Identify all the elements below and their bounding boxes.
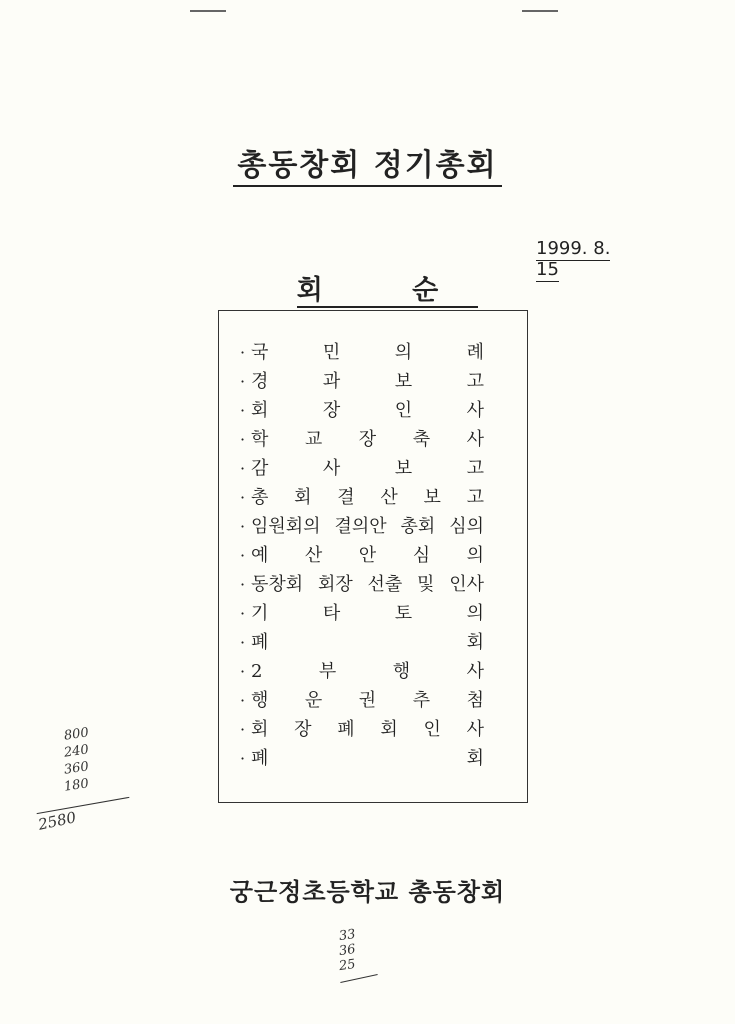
- handwritten-numbers-left: [64, 726, 89, 794]
- program-item: [240, 628, 484, 657]
- handwritten-sum-total: 2580: [36, 808, 78, 834]
- program-item-label: 예 산 안 심 의: [251, 545, 484, 566]
- bullet-dot: ·: [240, 662, 246, 681]
- handwritten-number: 180: [63, 776, 90, 795]
- handwritten-number: 360: [63, 759, 90, 778]
- program-item: [240, 454, 484, 483]
- bullet-dot: ·: [240, 691, 246, 710]
- program-item-label: 동창회 회장 선출 및 인사: [251, 574, 484, 595]
- program-item-label: 감 사 보 고: [251, 458, 484, 479]
- program-item-label: 국 민 의 례: [251, 342, 484, 363]
- program-list: [240, 338, 484, 773]
- program-item-label: 경 과 보 고: [251, 371, 484, 392]
- handwritten-number: 240: [63, 742, 90, 761]
- bullet-dot: ·: [240, 720, 246, 739]
- program-item-label: 행 운 권 추 첨: [251, 690, 484, 711]
- program-item: [240, 686, 484, 715]
- bullet-dot: ·: [240, 546, 246, 565]
- document-date-text: 1999. 8. 15: [536, 238, 611, 280]
- handwritten-number: 36: [338, 941, 357, 960]
- organization-footer: 궁근정초등학교 총동창회: [229, 877, 506, 906]
- document-title: [0, 140, 735, 184]
- program-item: [240, 657, 484, 686]
- program-item-label: 임원회의 결의안 총회 심의: [251, 516, 484, 537]
- program-item-label: 회 장 폐 회 인 사: [251, 719, 484, 740]
- program-item-label: 기 타 토 의: [251, 603, 484, 624]
- bullet-dot: ·: [240, 372, 246, 391]
- bullet-dot: ·: [240, 575, 246, 594]
- program-item-label: 총 회 결 산 보 고: [251, 487, 484, 508]
- program-item: [240, 483, 484, 512]
- bullet-dot: ·: [240, 749, 246, 768]
- program-item: [240, 599, 484, 628]
- document-title-text: 총동창회 정기총회: [233, 148, 501, 187]
- handwritten-numbers-bottom: [339, 928, 356, 973]
- handwritten-bottom-line: [340, 974, 377, 983]
- program-item: [240, 541, 484, 570]
- program-item: [240, 367, 484, 396]
- handwritten-number: 33: [338, 926, 357, 945]
- staple-mark-right: [522, 10, 558, 12]
- bullet-dot: ·: [240, 343, 246, 362]
- program-item-label: 학 교 장 축 사: [251, 429, 484, 450]
- program-item-label: 회 장 인 사: [251, 400, 484, 421]
- program-item: [240, 512, 484, 541]
- program-item: [240, 744, 484, 773]
- bullet-dot: ·: [240, 488, 246, 507]
- program-item: [240, 425, 484, 454]
- bullet-dot: ·: [240, 430, 246, 449]
- program-item-label: 2 부 행 사: [251, 661, 484, 682]
- bullet-dot: ·: [240, 401, 246, 420]
- program-item: [240, 715, 484, 744]
- program-item-label: 폐 회: [251, 632, 484, 653]
- program-item: [240, 338, 484, 367]
- program-item: [240, 570, 484, 599]
- program-heading: [0, 268, 735, 307]
- bullet-dot: ·: [240, 604, 246, 623]
- handwritten-sum-line: [37, 797, 130, 814]
- program-item-label: 폐 회: [251, 748, 484, 769]
- bullet-dot: ·: [240, 517, 246, 536]
- bullet-dot: ·: [240, 633, 246, 652]
- staple-mark-left: [190, 10, 226, 12]
- program-item: [240, 396, 484, 425]
- program-heading-text: 회 순: [296, 275, 479, 306]
- handwritten-number: 800: [63, 725, 90, 744]
- handwritten-number: 25: [338, 956, 357, 975]
- bullet-dot: ·: [240, 459, 246, 478]
